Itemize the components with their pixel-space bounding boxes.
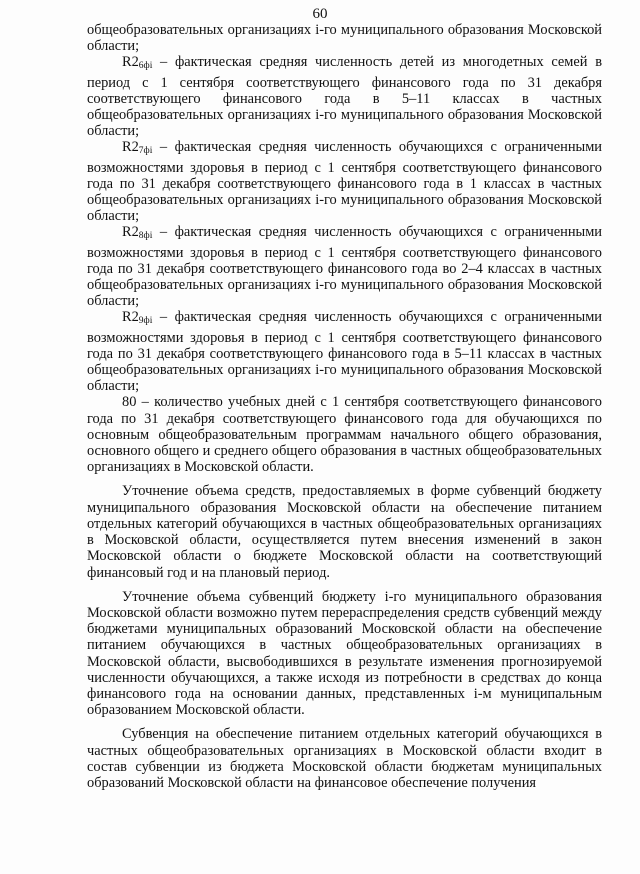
definition-subscript: 9фi xyxy=(138,316,153,327)
definition-symbol: R2 xyxy=(122,54,139,71)
definition-r2-7 xyxy=(87,139,602,224)
continuation-text: общеобразовательных организациях i-го муниципального образования Московской области; xyxy=(87,22,602,55)
page-number: 60 xyxy=(312,6,328,22)
definition-text: – фактическая средняя численность обучающихся с ограниченными возможностями здоровья в период с 1 сентября соответствующего финансового года по 31 декабря соответствующего финансового года во 2–4 классах в частных общеобразовательных организациях i-го муниципального образования Московской области; xyxy=(87,224,602,310)
definition-text: – фактическая средняя численность обучающихся с ограниченными возможностями здоровья в период с 1 сентября соответствующего финансового года по 31 декабря соответствующего финансового года в 5–11 классах в частных общеобразовательных организациях i-го муниципального образования Московской области; xyxy=(87,309,602,395)
days-definition: 80 – количество учебных дней с 1 сентября соответствующего финансового года по 31 декабря соответствующего финансового года для обучающихся по основным общеобразовательным программам начального общего образования, основного общего и среднего общего образования в частных общеобразовательных организациях в Московской области. xyxy=(87,394,602,476)
definition-symbol: R2 xyxy=(122,309,139,326)
paragraph: Субвенция на обеспечение питанием отдельных категорий обучающихся в частных общеобразовательных организациях в Московской области входит в состав субвенции из бюджета Московской области бюджетам муниципальных образований Московской области на финансовое обеспечение получения xyxy=(87,726,602,791)
paragraph: Уточнение объема субвенций бюджету i-го муниципального образования Московской области возможно путем перераспределения средств субвенций между бюджетами муниципальных образований Московской области на обеспечение питанием обучающихся в частных общеобразовательных организациях в Московской области, высвободившихся в результате изменения прогнозируемой численности обучающихся, а также исходя из потребности в средствах до конца финансового года на основании данных, представленных i-м муниципальным образованием Московской области. xyxy=(87,588,602,719)
definition-subscript: 7фi xyxy=(138,146,153,157)
definition-symbol: R2 xyxy=(122,224,139,241)
definition-subscript: 8фi xyxy=(138,231,153,242)
document-body xyxy=(87,22,602,791)
definition-r2-9 xyxy=(87,309,602,394)
definition-r2-8 xyxy=(87,224,602,309)
definition-text: – фактическая средняя численность обучающихся с ограниченными возможностями здоровья в период с 1 сентября соответствующего финансового года по 31 декабря соответствующего финансового года в 1 классах в частных общеобразовательных организациях i-го муниципального образования Московской области; xyxy=(87,139,602,225)
definition-text: – фактическая средняя численность детей из многодетных семей в период с 1 сентября соответствующего финансового года по 31 декабря соответствующего финансового года в 5–11 классах в частных общеобразовательных организациях i-го муниципального образования Московской области; xyxy=(87,54,602,140)
definition-symbol: R2 xyxy=(122,139,139,156)
definition-subscript: 6фi xyxy=(138,61,153,72)
definition-r2-6 xyxy=(87,54,602,139)
paragraph: Уточнение объема средств, предоставляемых в форме субвенций бюджету муниципального образования Московской области на обеспечение питанием отдельных категорий обучающихся в частных общеобразовательных организациях в Московской области, осуществляется путем внесения изменений в закон Московской области о бюджете Московской области на соответствующий финансовый год и на плановый период. xyxy=(87,483,602,581)
